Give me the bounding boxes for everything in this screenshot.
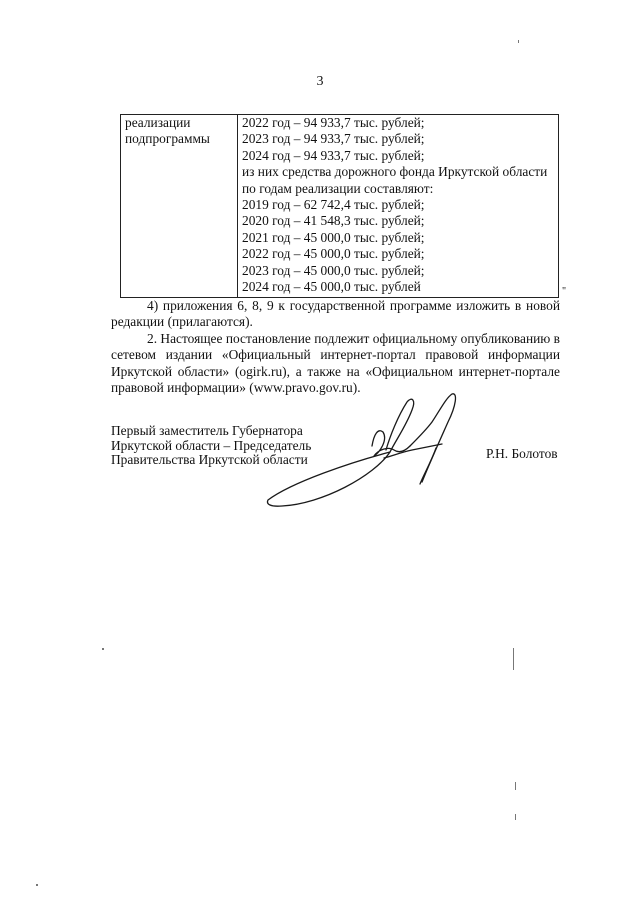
closing-quote: " (562, 286, 567, 297)
value-line: 2023 год – 45 000,0 тыс. рублей; (242, 262, 425, 278)
signatory-name: Р.Н. Болотов (486, 446, 558, 461)
paragraph-line: Иркутской области» (ogirk.ru), а также на «Официальном интернет-портале (111, 363, 560, 379)
value-line: по годам реализации составляют: (242, 180, 434, 196)
table-value-cell (238, 115, 559, 298)
value-line: 2019 год – 62 742,4 тыс. рублей; (242, 197, 425, 213)
table-row (121, 115, 559, 298)
paragraph-item-2 (111, 331, 560, 397)
paragraph-line: сетевом издании «Официальный интернет-портал правовой информации (111, 347, 560, 363)
position-line: Первый заместитель Губернатора (111, 423, 303, 438)
position-line: Иркутской области – Председатель (111, 437, 312, 453)
scan-speck (102, 648, 104, 650)
value-line: 2022 год – 94 933,7 тыс. рублей; (242, 115, 425, 130)
label-line: реализации (125, 115, 191, 130)
position-line: Правительства Иркутской области (111, 452, 308, 468)
value-line: 2021 год – 45 000,0 тыс. рублей; (242, 229, 425, 245)
paragraph-item-4 (111, 298, 560, 331)
scan-speck (515, 782, 516, 790)
value-line: 2024 год – 45 000,0 тыс. рублей (242, 279, 421, 295)
table-label-cell (121, 115, 238, 298)
paragraph-line: 4) приложения 6, 8, 9 к государственной программе изложить в новой (147, 298, 560, 313)
value-line: 2024 год – 94 933,7 тыс. рублей; (242, 147, 425, 163)
funding-table (120, 114, 559, 298)
scan-speck (36, 884, 38, 886)
scan-speck (513, 648, 514, 670)
scan-speck (518, 40, 519, 43)
value-line: 2022 год – 45 000,0 тыс. рублей; (242, 246, 425, 262)
paragraph-line: 2. Настоящее постановление подлежит официальному опубликованию в (147, 331, 560, 346)
label-line: подпрограммы (125, 131, 210, 147)
value-line: 2020 год – 41 548,3 тыс. рублей; (242, 213, 425, 229)
value-line: 2023 год – 94 933,7 тыс. рублей; (242, 131, 425, 147)
paragraph-line: правовой информации» (www.pravo.gov.ru). (111, 380, 361, 396)
scan-speck (515, 814, 516, 820)
value-line: из них средства дорожного фонда Иркутской области (242, 164, 548, 180)
signature-icon (262, 390, 472, 520)
paragraph-line: редакции (прилагаются). (111, 314, 253, 330)
page-number: 3 (316, 74, 324, 89)
